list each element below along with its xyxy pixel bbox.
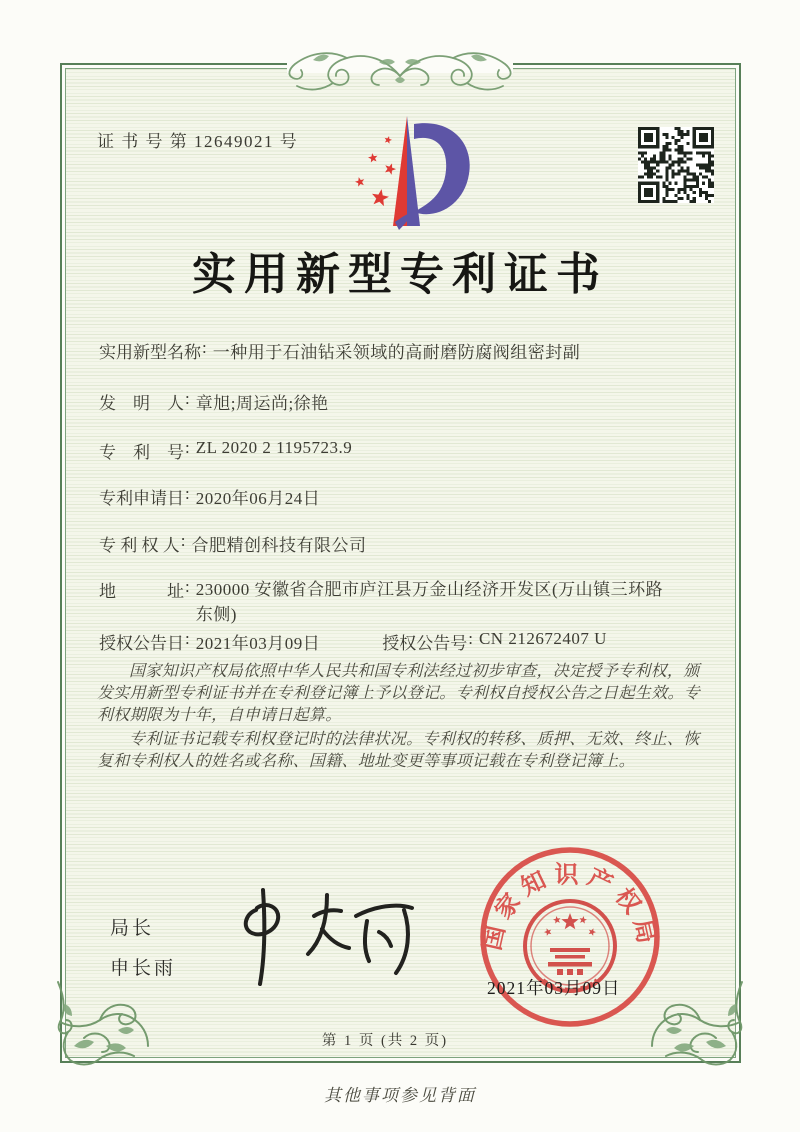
field-label: 地 址	[99, 582, 184, 601]
field-value: 合肥精创科技有限公司	[191, 536, 367, 555]
field-colon: :	[185, 389, 190, 408]
field-row-patentee	[99, 531, 366, 556]
field-value: 2020年06月24日	[195, 489, 321, 508]
shen-changyu-signature-icon	[218, 880, 423, 992]
field-label: 专 利 号	[99, 443, 184, 462]
bottom-left-flourish-icon	[44, 976, 156, 1070]
field-colon: :	[185, 438, 190, 457]
director-title: 局长	[110, 918, 155, 939]
field-value: ZL 2020 2 1195723.9	[195, 438, 353, 457]
field-colon: :	[185, 484, 190, 503]
cnipa-logo-icon	[336, 112, 476, 236]
cnipa-round-seal-icon	[477, 844, 663, 1030]
field-label: 发 明 人	[99, 394, 184, 413]
field-label: 实用新型名称	[99, 343, 201, 362]
field-colon: :	[185, 629, 190, 648]
seal-date: 2021年03月09日	[487, 978, 621, 998]
field-value: 230000 安徽省合肥市庐江县万金山经济开发区(万山镇三环路东侧)	[195, 580, 664, 624]
field-label: 专 利 权 人	[99, 536, 180, 555]
page-title: 实用新型专利证书	[192, 250, 608, 299]
field-row-grant	[99, 629, 607, 654]
back-side-note: 其他事项参见背面	[324, 1086, 476, 1105]
certificate-number: 证 书 号 第 12649021 号	[97, 132, 299, 151]
field-label: 授权公告日	[99, 634, 184, 653]
field-label: 专利申请日	[99, 489, 184, 508]
field-value2: CN 212672407 U	[478, 629, 607, 648]
field-value: 一种用于石油钻采领域的高耐磨防腐阀组密封副	[212, 343, 581, 362]
field-colon: :	[468, 629, 473, 648]
field-colon: :	[185, 577, 190, 596]
field-row-filing-date	[99, 484, 320, 509]
bottom-right-flourish-icon	[644, 976, 756, 1070]
director-name: 申长雨	[110, 958, 177, 979]
legal-text-block	[97, 661, 707, 773]
field-label2: 授权公告号	[382, 634, 468, 653]
legal-paragraph-1: 国家知识产权局依照中华人民共和国专利法经过初步审查，决定授予专利权，颁发实用新型专利证书并在专利登记簿上予以登记。专利权自授权公告之日起生效。专利权期限为十年，自申请日起算。	[97, 663, 701, 724]
page-number: 第 1 页 (共 2 页)	[321, 1033, 449, 1049]
field-row-patent-number	[99, 438, 352, 463]
director-block	[110, 913, 176, 980]
field-row-inventors	[99, 389, 329, 414]
field-row-name	[99, 338, 580, 363]
field-colon: :	[202, 338, 207, 357]
qr-code	[638, 127, 714, 203]
legal-paragraph-2: 专利证书记载专利权登记时的法律状况。专利权的转移、质押、无效、终止、恢复和专利权人的姓名或名称、国籍、地址变更等事项记载在专利登记簿上。	[97, 731, 700, 771]
field-row-address	[99, 577, 664, 627]
seal-text: 国家知识产权局	[479, 862, 661, 953]
field-value: 章旭;周运尚;徐艳	[195, 394, 329, 413]
field-value: 2021年03月09日	[195, 634, 321, 653]
top-vine-ornament-icon	[283, 42, 517, 98]
field-colon: :	[180, 531, 186, 550]
